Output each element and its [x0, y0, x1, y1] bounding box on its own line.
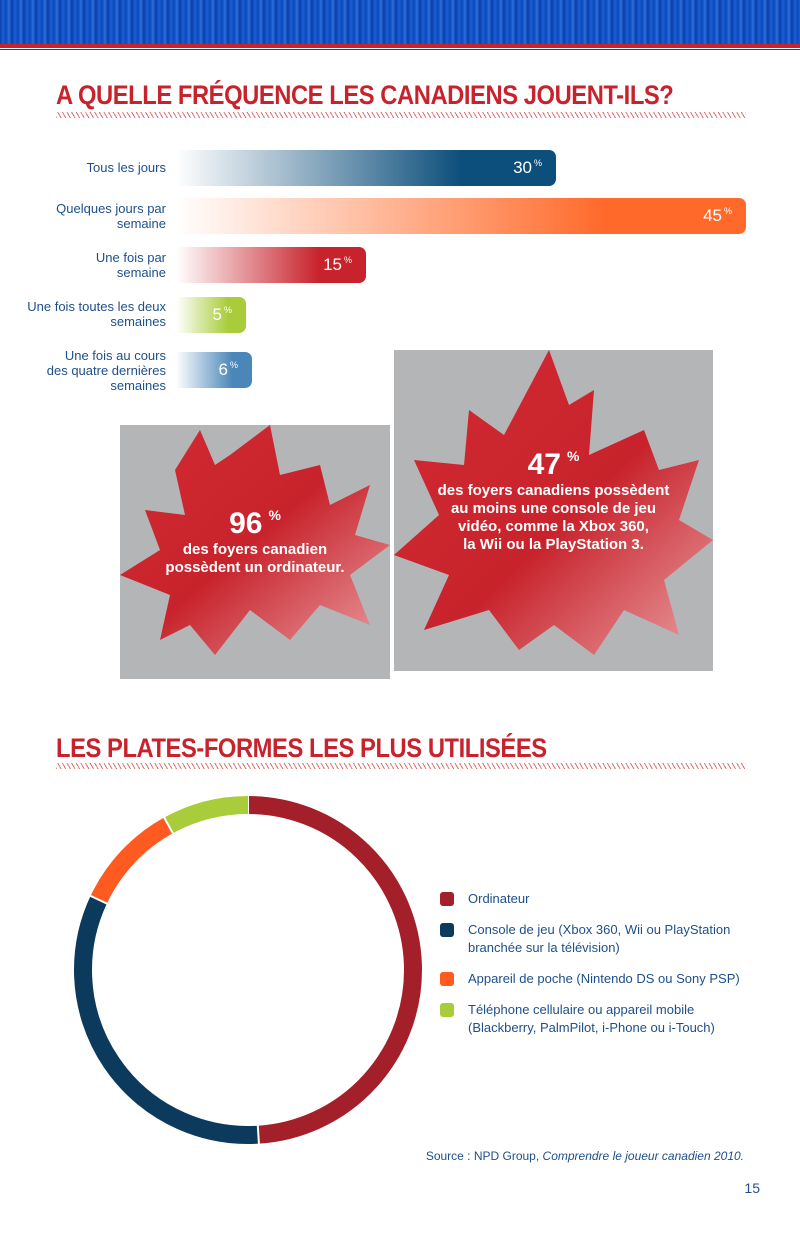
donut-slice [248, 805, 413, 1135]
stat-text-console [394, 448, 713, 554]
bar-value-label: 45 % [703, 206, 732, 225]
bar [176, 198, 746, 234]
stat-line: vidéo, comme la Xbox 360, [458, 518, 649, 535]
stat-percent: 96 % [229, 507, 281, 540]
legend-item: Ordinateur [440, 890, 780, 908]
stat-box-console [394, 350, 713, 671]
bar-value-label: 5 % [212, 305, 232, 324]
bar-label: Une fois par semaine [95, 250, 166, 280]
legend-item: Téléphone cellulaire ou appareil mobile (Blackberry, PalmPilot, i-Phone ou i-Touch) [440, 1001, 780, 1037]
title-underline [56, 112, 746, 118]
legend-swatch [440, 972, 454, 986]
bar-value-label: 15 % [323, 255, 352, 274]
legend-swatch [440, 923, 454, 937]
legend-item: Appareil de poche (Nintendo DS ou Sony PSP) [440, 970, 780, 988]
stat-line: possèdent un ordinateur. [165, 559, 345, 576]
donut-separator [258, 1125, 259, 1145]
platforms-donut-chart [70, 792, 426, 1148]
bar-label: Tous les jours [86, 160, 166, 175]
legend-swatch [440, 892, 454, 906]
source-note: Source : NPD Group, Comprendre le joueur canadien 2010. [425, 1149, 744, 1163]
stat-line: au moins une console de jeu [450, 500, 657, 517]
stat-line: la Wii ou la PlayStation 3. [463, 536, 644, 553]
donut-slice [83, 900, 258, 1135]
donut-slice [169, 805, 248, 825]
legend-swatch [440, 1003, 454, 1017]
bar [176, 297, 246, 333]
bar [176, 150, 556, 186]
stat-percent: 47 % [527, 448, 580, 481]
bar-label: Quelques jours par semaine [56, 201, 166, 231]
bar-value-label: 30 % [513, 158, 542, 177]
stat-line: des foyers canadiens possèdent [437, 482, 670, 499]
section-title-platforms: LES PLATES-FORMES LES PLUS UTILISÉES [56, 733, 547, 763]
bar-value-label: 6 % [218, 360, 238, 379]
donut-legend [440, 890, 780, 1050]
bar [176, 352, 252, 388]
legend-item: Console de jeu (Xbox 360, Wii ou PlayStation branchée sur la télévision) [440, 921, 780, 957]
page-number: 15 [744, 1180, 760, 1196]
title-underline [56, 763, 746, 769]
donut-slice [99, 825, 169, 899]
header-line [0, 49, 800, 50]
stat-text-computer [130, 507, 380, 577]
stat-box-computer [120, 425, 390, 679]
stat-line: des foyers canadien [182, 541, 328, 558]
bar [176, 247, 366, 283]
section-title-frequency: A QUELLE FRÉQUENCE LES CANADIENS JOUENT-ILS? [56, 80, 674, 110]
header-band [0, 0, 800, 44]
bar-label: Une fois toutes les deux semaines [27, 299, 166, 329]
bar-label: Une fois au cours des quatre dernières semaines [46, 348, 166, 393]
